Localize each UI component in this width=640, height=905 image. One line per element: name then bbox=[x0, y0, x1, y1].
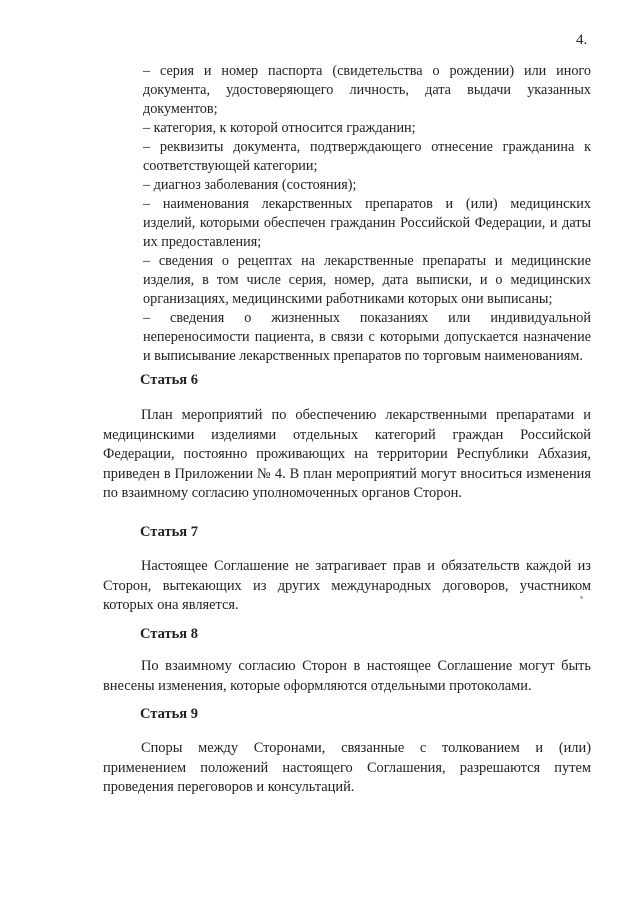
list-item-vital-indications: – сведения о жизненных показаниях или индивидуальной непереносимости пациента, в связи с которыми допускается назначение и выписывание лекарственных препаратов по торговым наименованиям. bbox=[143, 310, 591, 364]
list-item-passport: – серия и номер паспорта (свидетельства о рождении) или иного документа, удостоверяющего личность, дата выдачи указанных документов; bbox=[143, 63, 591, 117]
list-item-diagnosis: – диагноз заболевания (состояния); bbox=[143, 177, 357, 193]
article-7-text: Настоящее Соглашение не затрагивает прав и обязательств каждой из Сторон, вытекающих из других международных договоров, участником которых она является. bbox=[103, 558, 591, 613]
list-item-category: – категория, к которой относится гражданин; bbox=[143, 120, 416, 136]
article-9-text: Споры между Сторонами, связанные с толкованием и (или) применением положений настоящего Соглашения, разрешаются путем проведения переговоров и консультаций. bbox=[103, 740, 591, 795]
article-8-text: По взаимному согласию Сторон в настоящее Соглашение могут быть внесены изменения, которые оформляются отдельными протоколами. bbox=[103, 658, 591, 694]
data-items-list bbox=[143, 62, 591, 366]
list-item-medicines: – наименования лекарственных препаратов и (или) медицинских изделий, которыми обеспечен гражданин Российской Федерации, и даты их предоставления; bbox=[143, 196, 591, 250]
article-7-heading: Статья 7 bbox=[140, 524, 198, 540]
article-6-heading: Статья 6 bbox=[140, 372, 198, 388]
article-6-text: План мероприятий по обеспечению лекарственными препаратами и медицинскими изделиями отдельных категорий граждан Российской Федерации, постоянно проживающих на территории Республики Абхазия, приведен в Приложении № 4. В план мероприятий могут вноситься изменения по взаимному согласию уполномоченных органов Сторон. bbox=[103, 407, 591, 501]
list-item-document-details: – реквизиты документа, подтверждающего отнесение гражданина к соответствующей категории; bbox=[143, 139, 591, 174]
list-item-prescriptions: – сведения о рецептах на лекарственные препараты и медицинские изделия, в том числе серия, номер, дата выписки, и о медицинских организациях, медицинскими работниками которых они выписаны; bbox=[143, 253, 591, 307]
scan-speck bbox=[580, 596, 583, 599]
page-number: 4. bbox=[576, 32, 588, 48]
article-8-heading: Статья 8 bbox=[140, 626, 198, 642]
article-9-heading: Статья 9 bbox=[140, 706, 198, 722]
